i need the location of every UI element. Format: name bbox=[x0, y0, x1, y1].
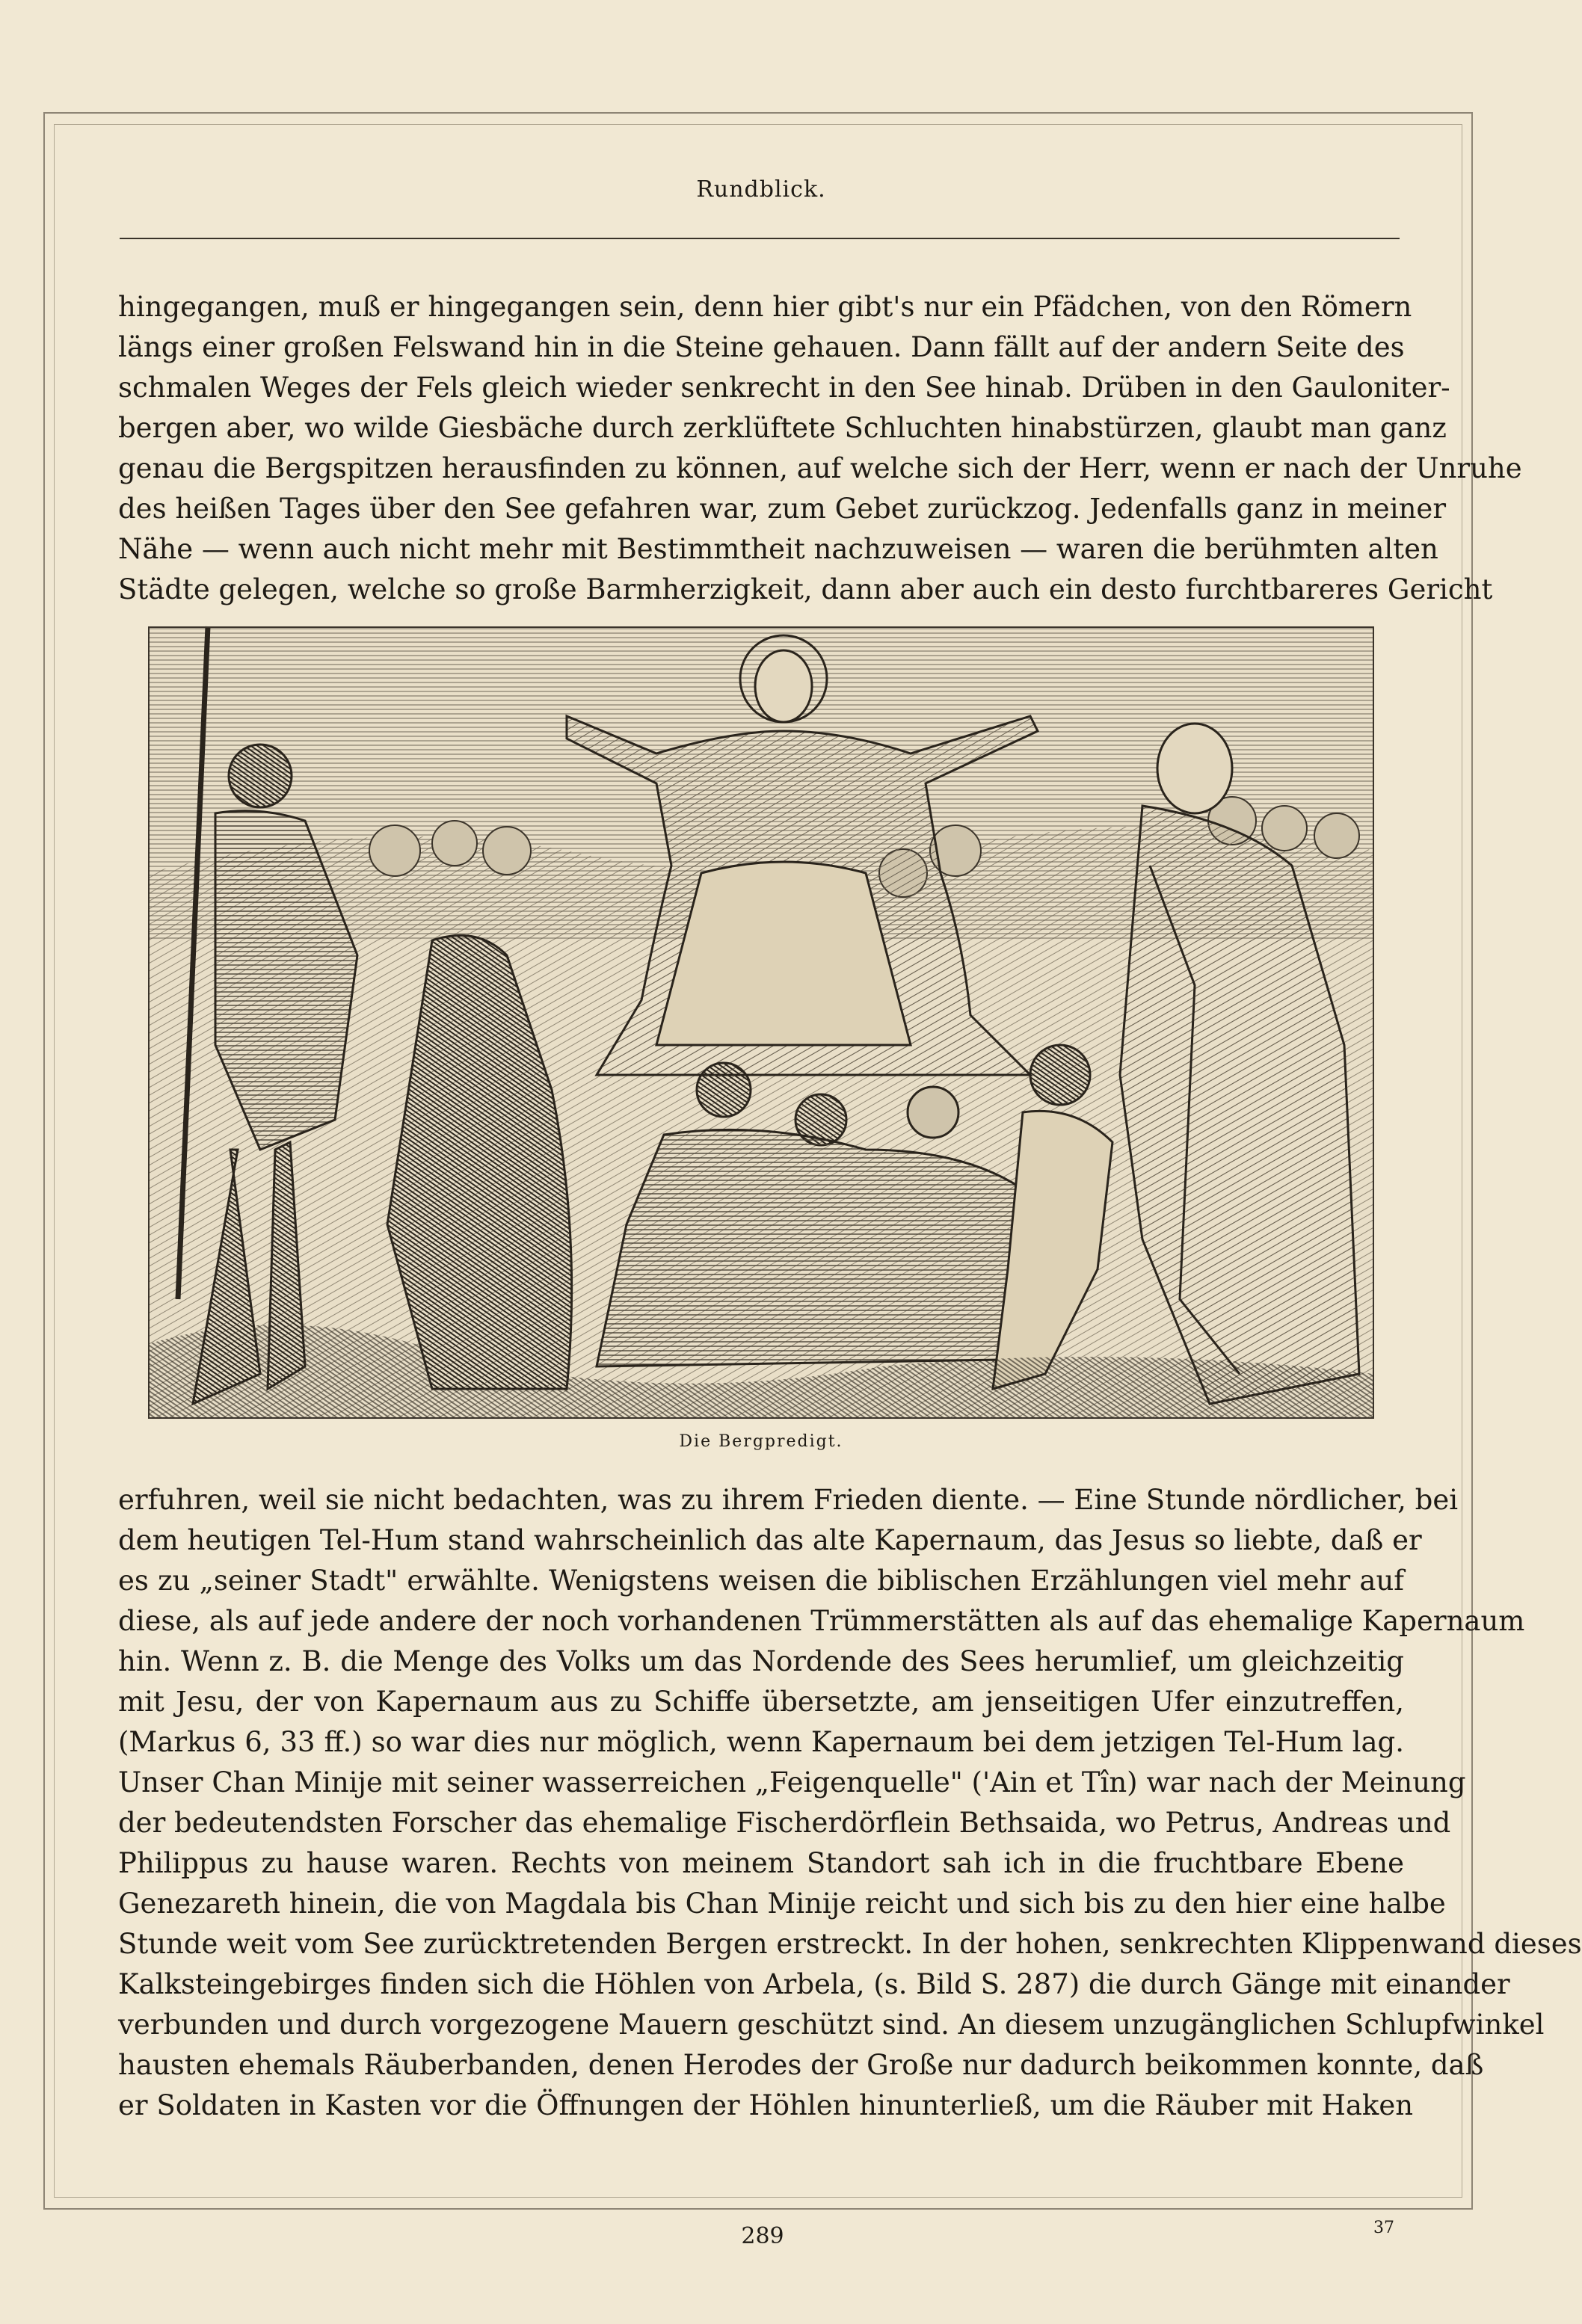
text-line: es zu „seiner Stadt" erwählte. Wenigstens weisen die biblischen Erzählungen viel mehr auf bbox=[118, 1565, 1404, 1597]
text-line: verbunden und durch vorgezogene Mauern geschützt sind. An diesem unzugänglichen Schlupfwinkel bbox=[118, 2009, 1545, 2041]
text-line: Kalksteingebirges finden sich die Höhlen von Arbela, (s. Bild S. 287) die durch Gänge mit einander bbox=[118, 1968, 1510, 2000]
paragraph-top bbox=[118, 287, 1522, 610]
illustration-caption: Die Bergpredigt. bbox=[679, 1432, 843, 1451]
text-line: Genezareth hinein, die von Magdala bis Chan Minije reicht und sich bis zu den hier eine halbe bbox=[118, 1887, 1446, 1920]
text-line: der bedeutendsten Forscher das ehemalige Fischerdörflein Bethsaida, wo Petrus, Andreas und bbox=[118, 1807, 1451, 1839]
text-line: hin. Wenn z. B. die Menge des Volks um das Nordende des Sees herumlief, um gleichzeitig bbox=[118, 1645, 1404, 1677]
text-line: Unser Chan Minije mit seiner wasserreichen „Feigenquelle" ('Ain et Tîn) war nach der Meinung bbox=[118, 1766, 1466, 1799]
signature-mark: 37 bbox=[1373, 2219, 1394, 2237]
text-line: hingegangen, muß er hingegangen sein, denn hier gibt's nur ein Pfädchen, von den Römern bbox=[118, 291, 1412, 323]
text-line: erfuhren, weil sie nicht bedachten, was zu ihrem Frieden diente. — Eine Stunde nördlicher, bei bbox=[118, 1484, 1459, 1516]
running-title: Rundblick. bbox=[696, 176, 826, 203]
text-line: Philippus zu hause waren. Rechts von meinem Standort sah ich in die fruchtbare Ebene bbox=[118, 1847, 1404, 1879]
text-line: genau die Bergspitzen herausfinden zu können, auf welche sich der Herr, wenn er nach der Unruhe bbox=[118, 452, 1522, 484]
page-number: 289 bbox=[741, 2223, 784, 2249]
engraving-art bbox=[148, 626, 1374, 1419]
text-line: hausten ehemals Räuberbanden, denen Herodes der Große nur dadurch beikommen konnte, daß bbox=[118, 2049, 1484, 2081]
text-line: bergen aber, wo wilde Giesbäche durch zerklüftete Schluchten hinabstürzen, glaubt man ganz bbox=[118, 412, 1447, 444]
text-line: längs einer großen Felswand hin in die Steine gehauen. Dann fällt auf der andern Seite des bbox=[118, 331, 1405, 363]
text-line: des heißen Tages über den See gefahren war, zum Gebet zurückzog. Jedenfalls ganz in meiner bbox=[118, 493, 1447, 525]
text-line: schmalen Weges der Fels gleich wieder senkrecht in den See hinab. Drüben in den Gauloniter- bbox=[118, 372, 1450, 404]
text-line: Nähe — wenn auch nicht mehr mit Bestimmtheit nachzuweisen — waren die berühmten alten bbox=[118, 533, 1438, 565]
text-line: Städte gelegen, welche so große Barmherzigkeit, dann aber auch ein desto furchtbareres Gericht bbox=[118, 573, 1493, 605]
header-rule bbox=[120, 238, 1400, 239]
text-line: (Markus 6, 33 ff.) so war dies nur möglich, wenn Kapernaum bei dem jetzigen Tel-Hum lag. bbox=[118, 1726, 1404, 1758]
engraving-sermon-on-the-mount bbox=[148, 626, 1374, 1419]
text-line: diese, als auf jede andere der noch vorhandenen Trümmerstätten als auf das ehemalige Kapernaum bbox=[118, 1605, 1525, 1637]
text-line: er Soldaten in Kasten vor die Öffnungen der Höhlen hinunterließ, um die Räuber mit Haken bbox=[118, 2089, 1414, 2121]
text-line: dem heutigen Tel-Hum stand wahrscheinlich das alte Kapernaum, das Jesus so liebte, daß er bbox=[118, 1524, 1422, 1556]
text-line: Stunde weit vom See zurücktretenden Bergen erstreckt. In der hohen, senkrechten Klippenwand dieses bbox=[118, 1928, 1582, 1960]
paragraph-bottom bbox=[118, 1480, 1582, 2126]
text-line: mit Jesu, der von Kapernaum aus zu Schiffe übersetzte, am jenseitigen Ufer einzutreffen, bbox=[118, 1686, 1404, 1718]
